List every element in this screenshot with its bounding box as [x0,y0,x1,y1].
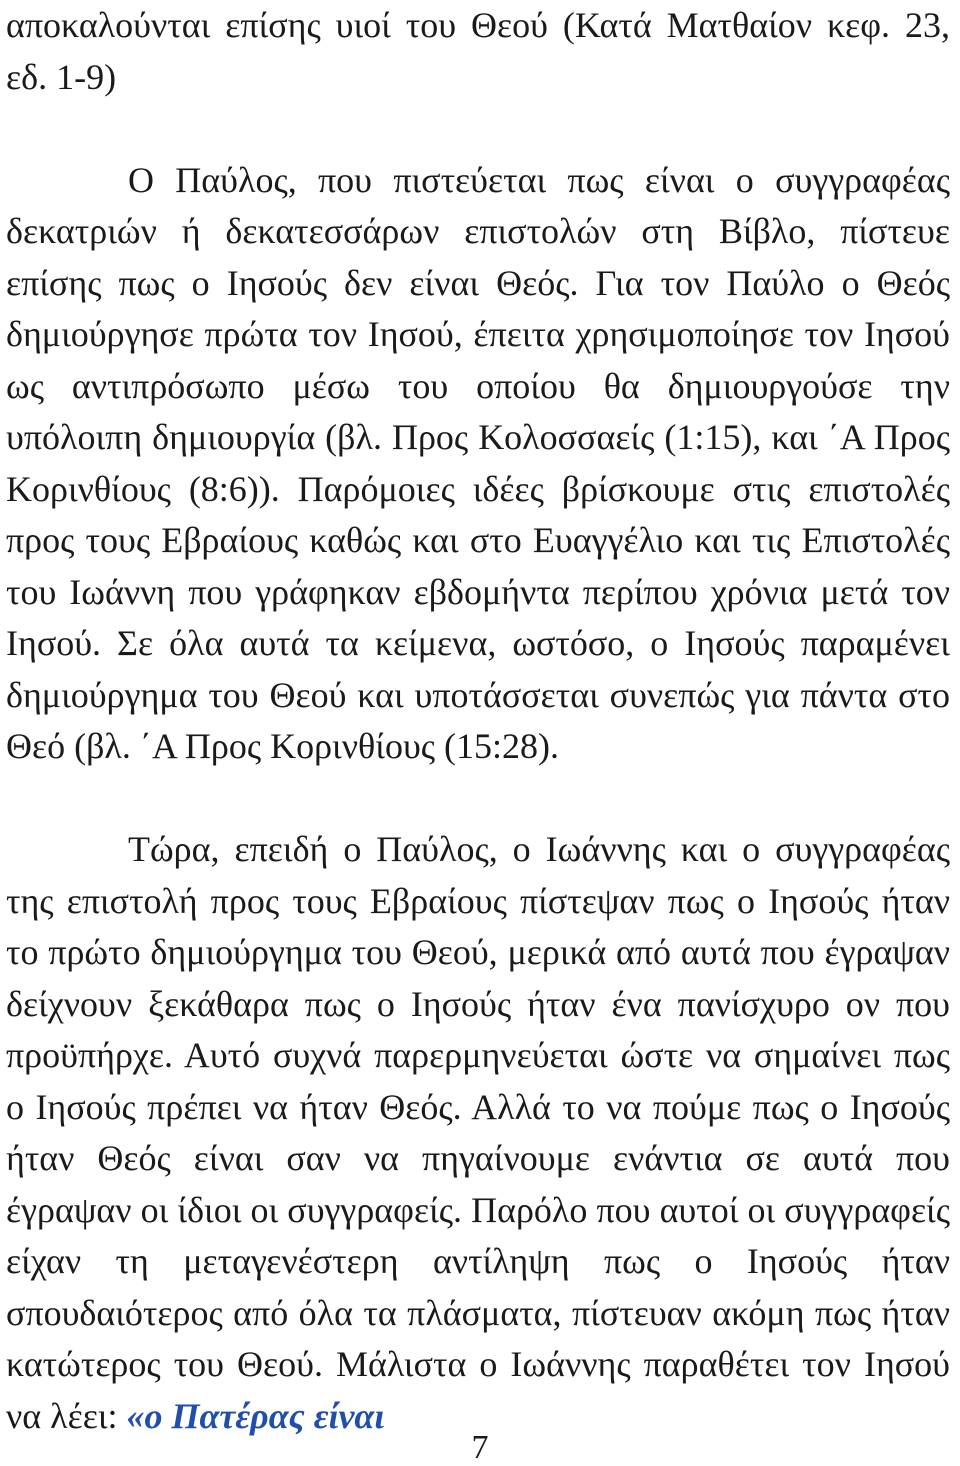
paragraph-john [6,824,950,1442]
body-text [6,0,950,1442]
paragraph-continuation: αποκαλούνται επίσης υιοί του Θεού (Κατά Ματθαίον κεφ. 23, εδ. 1-9) [6,5,950,97]
page-number: 7 [471,1429,489,1466]
paragraph-john-text: Τώρα, επειδή ο Παύλος, ο Ιωάννης και ο συγγραφέας της επιστολή προς τους Εβραίους πίστεψαν πως ο Ιησούς ήταν το πρώτο δημιούργημα του Θεού, μερικά από αυτά που έγραψαν δείχνουν ξεκάθαρα πως ο Ιησούς ήταν ένα πανίσχυρο ον που προϋπήρχε. Αυτό συχνά παρερμηνεύεται ώστε να σημαίνει πως ο Ιησούς πρέπει να ήταν Θεός. Αλλά το να πούμε πως ο Ιησούς ήταν Θεός είναι σαν να πηγαίνουμε ενάντια σε αυτά που έγραψαν οι ίδιοι οι συγγραφείς. Παρόλο που αυτοί οι συγγραφείς είχαν τη μεταγενέστερη αντίληψη πως ο Ιησούς ήταν σπουδαιότερος από όλα τα πλάσματα, πίστευαν ακόμη πως ήταν κατώτερος του Θεού. Μάλιστα ο Ιωάννης παραθέτει τον Ιησού να λέει: [6,829,950,1436]
paragraph-gap [6,773,950,825]
quote-text: «ο Πατέρας είναι [126,1395,385,1436]
paragraph-gap [6,103,950,155]
paragraph-paul: Ο Παύλος, που πιστεύεται πως είναι ο συγγραφέας δεκατριών ή δεκατεσσάρων επιστολών στη Βίβλο, πίστευε επίσης πως ο Ιησούς δεν είναι Θεός. Για τον Παύλο ο Θεός δημιούργησε πρώτα τον Ιησού, έπειτα χρησιμοποίησε τον Ιησού ως αντιπρόσωπο μέσω του οποίου θα δημιουργούσε την υπόλοιπη δημιουργία (βλ. Προς Κολοσσαείς (1:15), και ΄Α Προς Κορινθίους (8:6)). Παρόμοιες ιδέες βρίσκουμε στις επιστολές προς τους Εβραίους καθώς και στο Ευαγγέλιο και τις Επιστολές του Ιωάννη που γράφηκαν εβδομήντα περίπου χρόνια μετά τον Ιησού. Σε όλα αυτά τα κείμενα, ωστόσο, ο Ιησούς παραμένει δημιούργημα του Θεού και υποτάσσεται συνεπώς για πάντα στο Θεό (βλ. ΄Α Προς Κορινθίους (15:28). [6,159,950,766]
